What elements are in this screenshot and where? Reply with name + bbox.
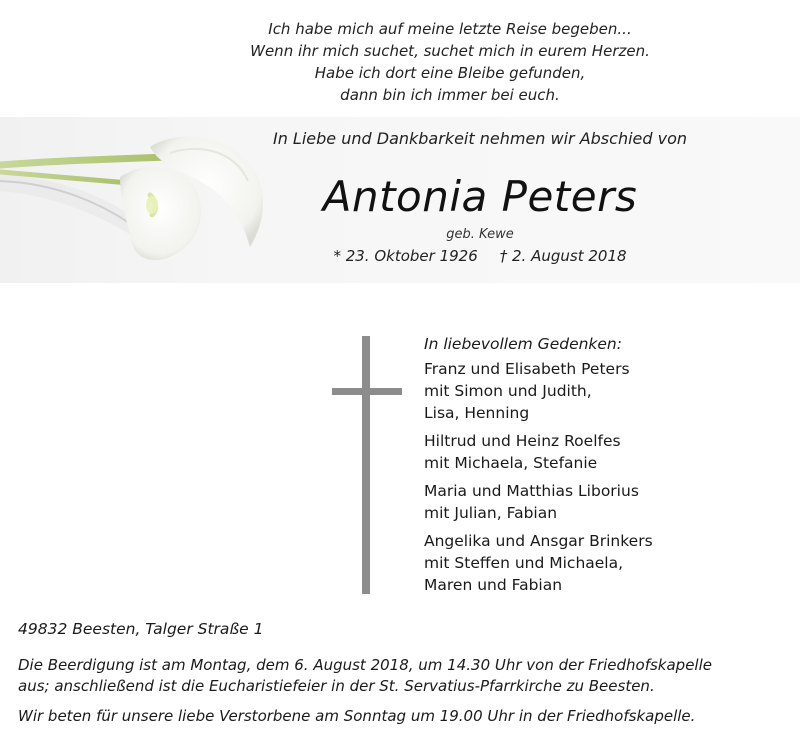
- poem-line: Ich habe mich auf meine letzte Reise begeben...: [268, 20, 632, 38]
- mourner-line: mit Julian, Fabian: [424, 504, 558, 522]
- cross-icon: [362, 336, 370, 594]
- mourner-line: mit Steffen und Michaela,: [424, 554, 624, 572]
- poem: [220, 18, 680, 106]
- life-dates: [280, 247, 680, 265]
- birth-name: geb. Kewe: [446, 227, 514, 242]
- mourner-group: [424, 480, 784, 524]
- mourner-line: Maren und Fabian: [424, 576, 563, 594]
- poem-line: dann bin ich immer bei euch.: [340, 86, 560, 104]
- birth-date: * 23. Oktober 1926: [333, 247, 478, 265]
- mourner-line: Hiltrud und Heinz Roelfes: [424, 432, 621, 450]
- death-date: † 2. August 2018: [499, 247, 627, 265]
- mourner-line: mit Michaela, Stefanie: [424, 454, 598, 472]
- intro-text: In Liebe und Dankbarkeit nehmen wir Abschied von: [272, 129, 688, 148]
- mourner-line: Maria und Matthias Liborius: [424, 482, 639, 500]
- mourner-line: mit Simon und Judith,: [424, 382, 592, 400]
- cross-crossbar: [332, 388, 402, 395]
- funeral-line: Die Beerdigung ist am Montag, dem 6. August 2018, um 14.30 Uhr von der Friedhofskapelle: [18, 656, 712, 674]
- mourner-group: [424, 358, 784, 424]
- poem-line: Habe ich dort eine Bleibe gefunden,: [314, 64, 586, 82]
- funeral-info: [18, 655, 788, 697]
- poem-line: Wenn ihr mich suchet, suchet mich in eurem Herzen.: [250, 42, 650, 60]
- mourner-line: Lisa, Henning: [424, 404, 530, 422]
- mourner-line: Franz und Elisabeth Peters: [424, 360, 630, 378]
- mourner-line: Angelika und Ansgar Brinkers: [424, 532, 653, 550]
- funeral-line: aus; anschließend ist die Eucharistiefeier in der St. Servatius-Pfarrkirche zu Beesten.: [18, 677, 655, 695]
- address: 49832 Beesten, Talger Straße 1: [18, 620, 264, 638]
- deceased-name: Antonia Peters: [322, 172, 638, 221]
- mourners-list: [424, 333, 784, 602]
- mourner-group: [424, 530, 784, 596]
- mourner-group: [424, 430, 784, 474]
- mourners-heading: In liebevollem Gedenken:: [424, 335, 622, 353]
- prayer-info: Wir beten für unsere liebe Verstorbene am Sonntag um 19.00 Uhr in der Friedhofskapelle.: [18, 707, 696, 725]
